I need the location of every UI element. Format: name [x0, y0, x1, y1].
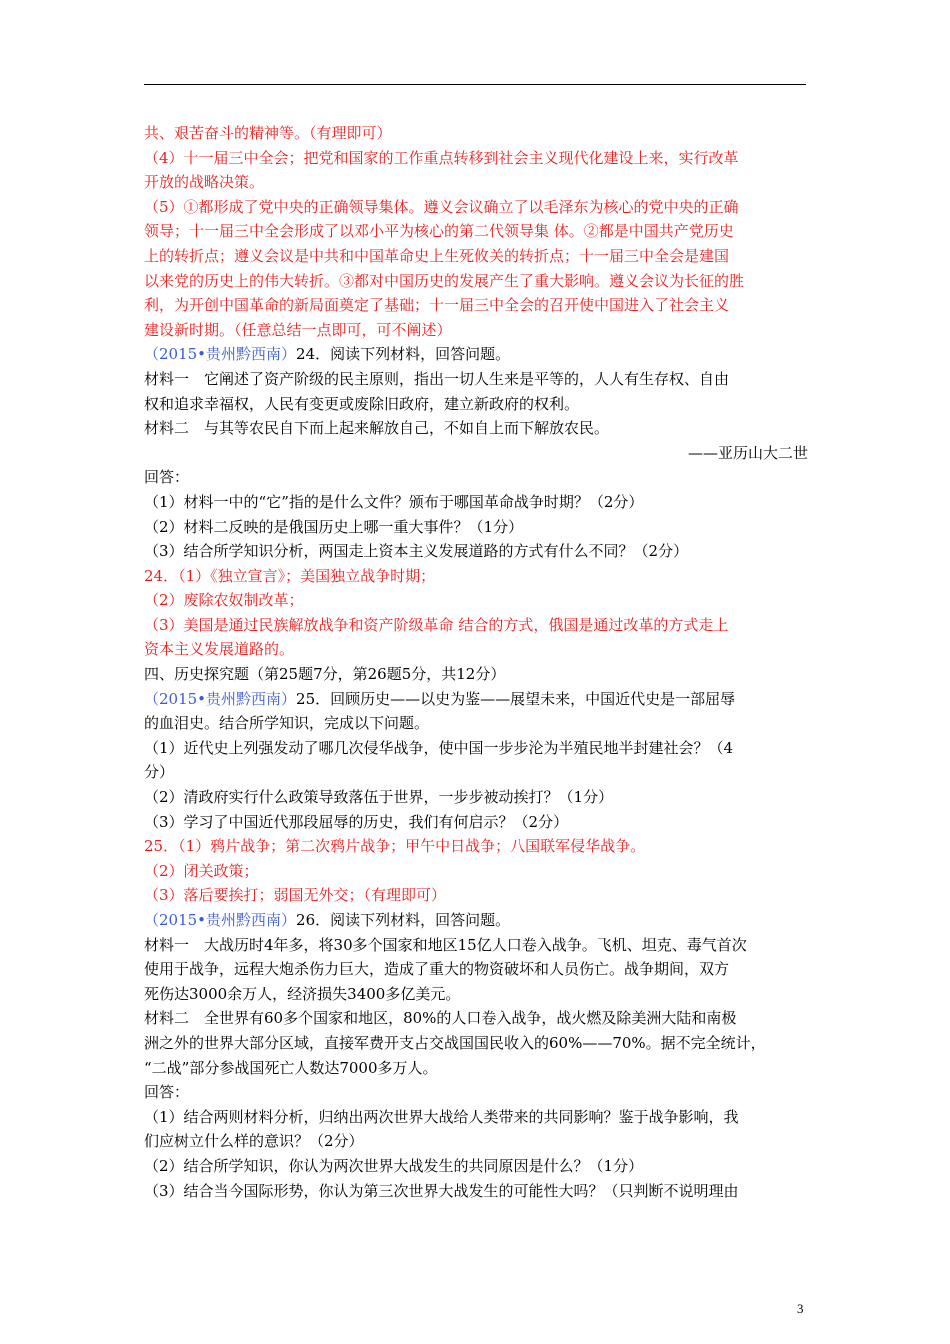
text-line [144, 1080, 808, 1105]
line-text: 25．（1）鸦片战争；第二次鸦片战争；甲午中日战争；八国联军侵华战争。 [144, 837, 646, 856]
text-line [144, 810, 808, 835]
text-line [144, 1031, 808, 1056]
line-text: “二战”部分参战国死亡人数达7000多万人。 [144, 1058, 438, 1077]
text-line [144, 539, 808, 564]
line-text: 开放的战略决策。 [144, 173, 265, 192]
line-text: （4）十一届三中全会；把党和国家的工作重点转移到社会主义现代化建设上来，实行改革 [144, 148, 739, 167]
text-line [144, 662, 808, 687]
text-line [144, 367, 808, 392]
text-line [144, 588, 808, 613]
line-text: 洲之外的世界大部分区域，直接军费开支占交战国国民收入的60%——70%。据不完全统计， [144, 1033, 766, 1052]
line-text: 材料一 它阐述了资产阶级的民主原则，指出一切人生来是平等的，人人有生存权、自由 [144, 369, 730, 388]
text-line [144, 195, 808, 220]
text-line [144, 736, 808, 761]
line-text: （2）闭关政策； [144, 861, 259, 880]
source-tag: （2015•贵州黔西南） [144, 345, 297, 364]
text-line [144, 957, 808, 982]
text-line [144, 637, 808, 662]
line-text: 26．阅读下列材料，回答问题。 [296, 911, 511, 929]
text-line [144, 219, 808, 244]
line-text: 死伤达3000余万人，经济损失3400多亿美元。 [144, 984, 461, 1003]
text-line [144, 859, 808, 884]
line-text: （2）材料二反映的是俄国历史上哪一重大事件？（1分） [144, 517, 524, 536]
text-line [144, 465, 808, 490]
line-text: 回答： [144, 1083, 190, 1102]
text-line [144, 244, 808, 269]
text-line [144, 170, 808, 195]
text-line [144, 416, 808, 441]
line-text: 们应树立什么样的意识？（2分） [144, 1132, 364, 1151]
line-text: （3）结合所学知识分析，两国走上资本主义发展道路的方式有什么不同？（2分） [144, 542, 689, 561]
line-text: 四、历史探究题（第25题7分，第26题5分，共12分） [144, 665, 506, 684]
line-text: （3）落后要挨打；弱国无外交；（有理即可） [144, 886, 447, 905]
line-text: 分） [144, 763, 175, 782]
text-line [144, 342, 808, 367]
line-text: 回答： [144, 468, 190, 487]
line-text: （3）学习了中国近代那段屈辱的历史，我们有何启示？（2分） [144, 812, 569, 831]
line-text: 24．阅读下列材料，回答问题。 [296, 345, 511, 364]
text-line [144, 1006, 808, 1031]
text-line [144, 441, 808, 466]
text-line [144, 613, 808, 638]
text-line [144, 564, 808, 589]
text-line [144, 392, 808, 417]
text-line [144, 785, 808, 810]
line-text: （1）近代史上列强发动了哪几次侵华战争，使中国一步步沦为半殖民地半封建社会？（4 [144, 738, 734, 757]
line-text: 资本主义发展道路的。 [144, 640, 295, 659]
header-rule [144, 84, 806, 85]
text-line [144, 834, 808, 859]
source-tag: （2015•贵州黔西南） [144, 911, 297, 929]
text-line [144, 293, 808, 318]
line-text: （5）①都形成了党中央的正确领导集体。遵义会议确立了以毛泽东为核心的党中央的正确 [144, 197, 739, 216]
document-body [144, 121, 808, 1203]
source-tag: （2015•贵州黔西南） [144, 689, 297, 708]
line-text: 材料二 与其等农民自下而上起来解放自己，不如自上而下解放农民。 [144, 419, 610, 438]
text-line [144, 711, 808, 736]
text-line [144, 933, 808, 958]
text-line [144, 269, 808, 294]
line-text: 以来党的历史上的伟大转折。③都对中国历史的发展产生了重大影响。遵义会议为长征的胜 [144, 271, 745, 290]
text-line [144, 1056, 808, 1081]
text-line [144, 687, 808, 712]
line-text: ——亚历山大二世 [687, 443, 808, 462]
text-line [144, 318, 808, 343]
line-text: （1）材料一中的“它”指的是什么文件？颁布于哪国革命战争时期？（2分） [144, 492, 644, 511]
line-text: 权和追求幸福权，人民有变更或废除旧政府，建立新政府的权利。 [144, 394, 580, 413]
text-line [144, 1154, 808, 1179]
line-text: （3）美国是通过民族解放战争和资产阶级革命 结合的方式，俄国是通过改革的方式走上 [144, 615, 729, 634]
line-text: 建设新时期。（任意总结一点即可，可不阐述） [144, 320, 452, 339]
text-line [144, 1105, 808, 1130]
line-text: （1）结合两则材料分析，归纳出两次世界大战给人类带来的共同影响？鉴于战争影响，我 [144, 1107, 739, 1126]
line-text: 材料二 全世界有60多个国家和地区，80%的人口卷入战争，战火燃及除美洲大陆和南极 [144, 1009, 737, 1028]
line-text: （3）结合当今国际形势，你认为第三次世界大战发生的可能性大吗？（只判断不说明理由 [144, 1181, 739, 1200]
line-text: 25．回顾历史——以史为鉴——展望未来，中国近代史是一部屈辱 [296, 689, 736, 708]
line-text: 上的转折点；遵义会议是中共和中国革命史上生死攸关的转折点；十一届三中全会是建国 [144, 246, 730, 265]
line-text: 材料一 大战历时4年多，将30多个国家和地区15亿人口卷入战争。飞机、坦克、毒气首次 [144, 935, 747, 954]
text-line [144, 121, 808, 146]
line-text: 使用于战争，远程大炮杀伤力巨大，造成了重大的物资破坏和人员伤亡。战争期间，双方 [144, 960, 730, 979]
text-line [144, 982, 808, 1007]
text-line [144, 908, 808, 933]
line-text: 领导；十一届三中全会形成了以邓小平为核心的第二代领导集 体。②都是中国共产党历史 [144, 222, 734, 241]
text-line [144, 883, 808, 908]
line-text: 利，为开创中国革命的新局面奠定了基础；十一届三中全会的召开使中国进入了社会主义 [144, 296, 730, 315]
line-text: 24．（1）《独立宣言》；美国独立战争时期； [144, 566, 436, 585]
text-line [144, 490, 808, 515]
text-line [144, 1129, 808, 1154]
text-line [144, 515, 808, 540]
page-number: 3 [797, 1301, 804, 1316]
text-line [144, 1179, 808, 1204]
line-text: （2）清政府实行什么政策导致落伍于世界，一步步被动挨打？（1分） [144, 788, 614, 807]
text-line [144, 146, 808, 171]
text-line [144, 760, 808, 785]
line-text: 共、艰苦奋斗的精神等。（有理即可） [144, 124, 392, 142]
line-text: （2）废除农奴制改革； [144, 591, 304, 610]
line-text: （2）结合所学知识，你认为两次世界大战发生的共同原因是什么？（1分） [144, 1156, 644, 1175]
line-text: 的血泪史。结合所学知识，完成以下问题。 [144, 714, 430, 733]
